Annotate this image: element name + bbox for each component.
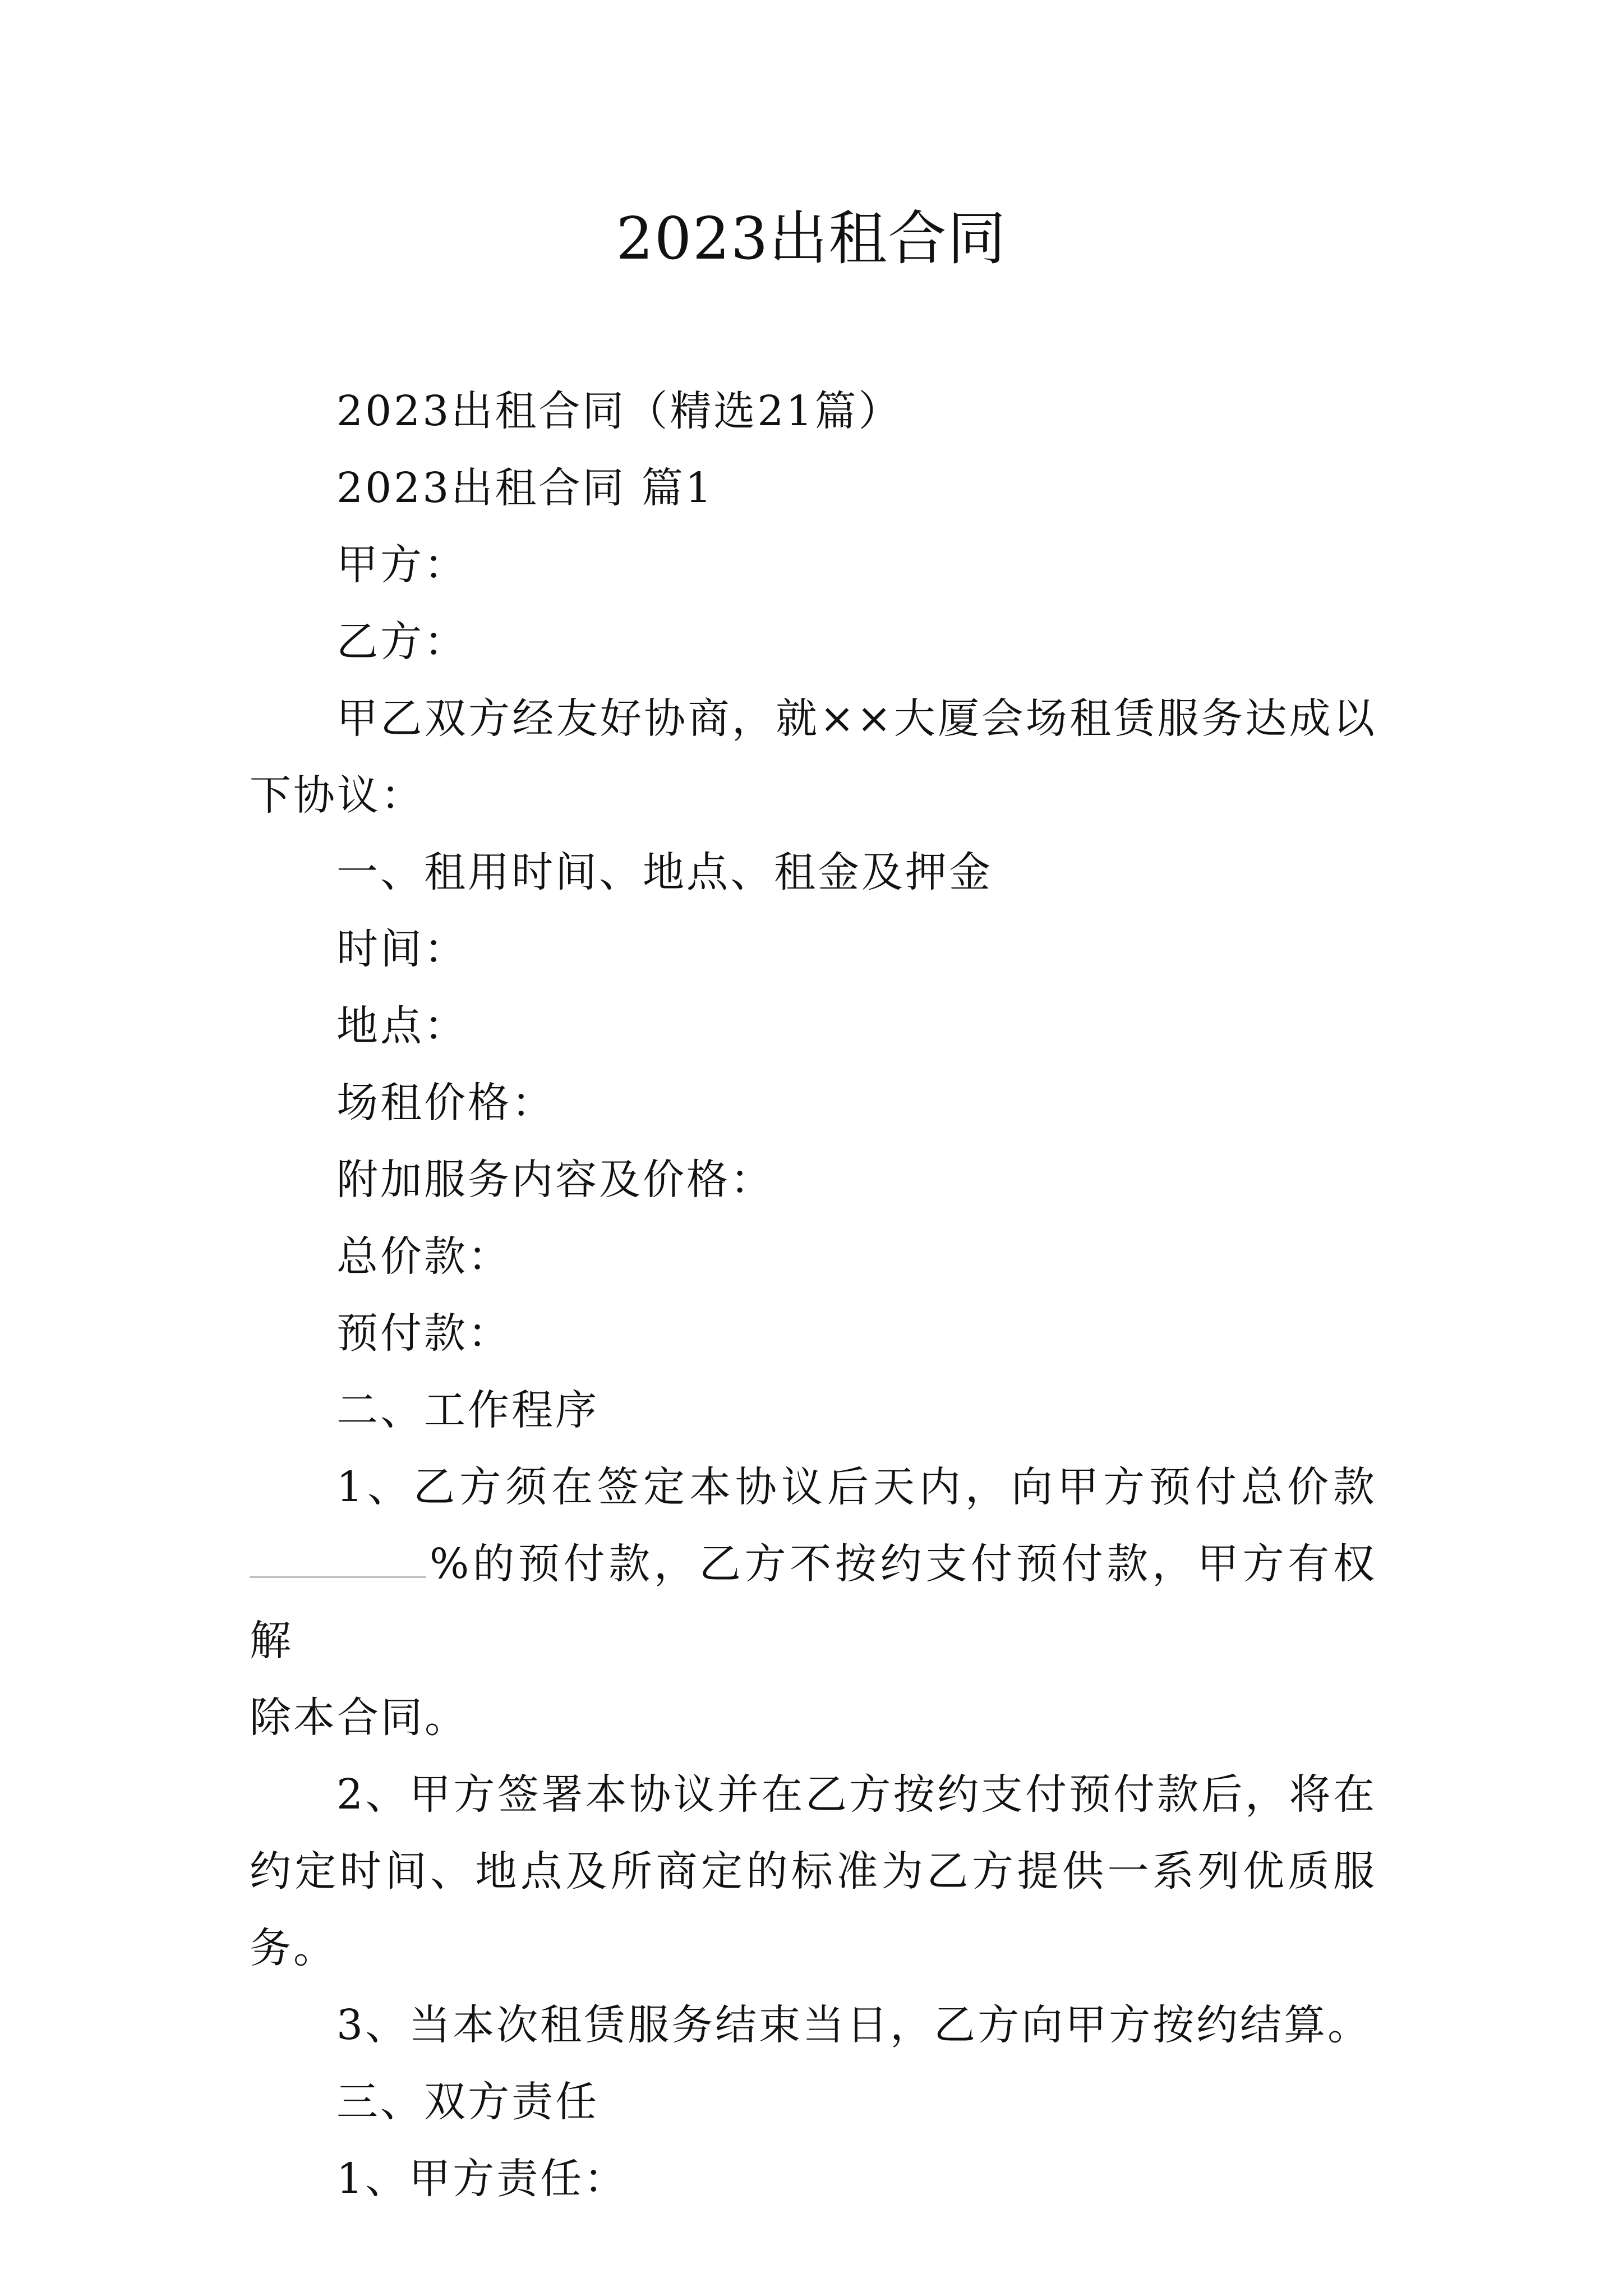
fill-in-blank xyxy=(250,1542,426,1578)
paragraph-agreement-intro: 甲乙双方经友好协商，就××大厦会场租赁服务达成以下协议： xyxy=(250,694,1377,820)
paragraph-heading-3: 三、双方责任 xyxy=(336,2078,599,2126)
paragraph-party-b: 乙方： xyxy=(336,618,468,666)
paragraph-section-heading: 2023出租合同 篇1 xyxy=(336,464,714,512)
document-title: 2023出租合同 xyxy=(616,204,1007,273)
clause-1-line-2-text: %的预付款，乙方不按约支付预付款，甲方有权解 xyxy=(250,1540,1377,1665)
paragraph-clause-3: 3、当本次租赁服务结束当日，乙方向甲方按约结算。 xyxy=(336,2001,1372,2049)
paragraph-party-a: 甲方： xyxy=(336,541,468,589)
paragraph-extra-services: 附加服务内容及价格： xyxy=(336,1156,774,1204)
paragraph-venue-price: 场租价格： xyxy=(336,1079,555,1127)
paragraph-clause-2: 2、甲方签署本协议并在乙方按约支付预付款后，将在约定时间、地点及所商定的标准为乙方提供一系列优质服务。 xyxy=(250,1770,1377,1972)
paragraph-location: 地点： xyxy=(336,1002,468,1050)
document-body xyxy=(250,373,1377,2217)
clause-1-line-2 xyxy=(250,1526,1377,1680)
paragraph-party-a-duty: 1、甲方责任： xyxy=(336,2155,628,2203)
paragraph-heading-1: 一、租用时间、地点、租金及押金 xyxy=(336,848,993,896)
clause-1-line-1: 1、乙方须在签定本协议后天内，向甲方预付总价款 xyxy=(336,1463,1377,1511)
paragraph-prepayment: 预付款： xyxy=(336,1309,511,1358)
paragraph-time: 时间： xyxy=(336,925,468,973)
paragraph-heading-2: 二、工作程序 xyxy=(336,1386,599,1434)
clause-1-line-3: 除本合同。 xyxy=(250,1694,468,1742)
paragraph-subtitle: 2023出租合同（精选21篇） xyxy=(336,387,902,435)
paragraph-total-price: 总价款： xyxy=(336,1232,511,1281)
